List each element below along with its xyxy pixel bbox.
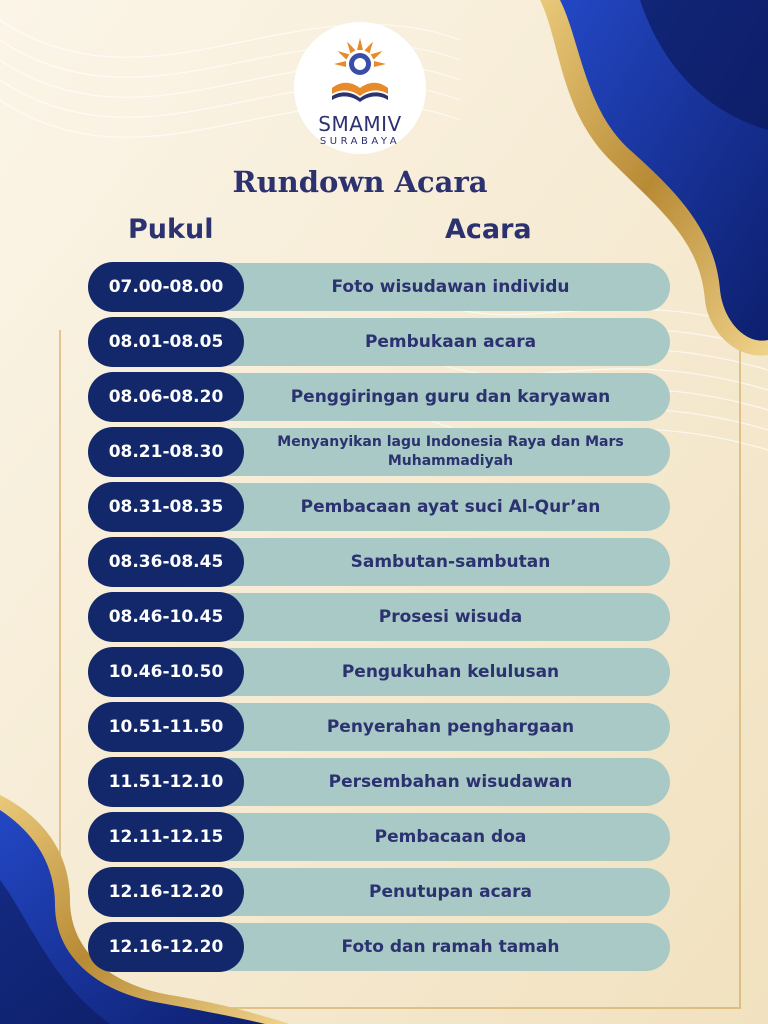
column-header-time: Pukul bbox=[128, 214, 214, 245]
schedule-row bbox=[88, 647, 670, 697]
time-badge: 08.06-08.20 bbox=[88, 372, 244, 422]
time-badge: 12.16-12.20 bbox=[88, 922, 244, 972]
time-badge: 10.46-10.50 bbox=[88, 647, 244, 697]
page-title: Rundown Acara bbox=[232, 165, 488, 199]
schedule-row bbox=[88, 537, 670, 587]
time-badge: 08.31-08.35 bbox=[88, 482, 244, 532]
event-label: Pembukaan acara bbox=[364, 332, 537, 352]
schedule-row bbox=[88, 427, 670, 477]
event-label: Penyerahan penghargaan bbox=[326, 717, 575, 737]
schedule-row bbox=[88, 372, 670, 422]
time-badge: 08.46-10.45 bbox=[88, 592, 244, 642]
event-label: Pengukuhan kelulusan bbox=[341, 662, 560, 682]
event-label: Penutupan acara bbox=[369, 882, 532, 902]
schedule-row bbox=[88, 592, 670, 642]
column-header-event: Acara bbox=[445, 214, 532, 245]
schedule-row bbox=[88, 922, 670, 972]
schedule-row bbox=[88, 317, 670, 367]
schedule-row bbox=[88, 812, 670, 862]
schedule-row bbox=[88, 482, 670, 532]
schedule-row bbox=[88, 867, 670, 917]
event-label: Persembahan wisudawan bbox=[328, 772, 573, 792]
time-badge: 08.01-08.05 bbox=[88, 317, 244, 367]
schedule-row bbox=[88, 702, 670, 752]
event-label: Sambutan-sambutan bbox=[350, 552, 551, 572]
time-badge: 11.51-12.10 bbox=[88, 757, 244, 807]
schedule-row bbox=[88, 262, 670, 312]
time-badge: 10.51-11.50 bbox=[88, 702, 244, 752]
event-label: Menyanyikan lagu Indonesia Raya dan Mars Muhammadiyah bbox=[277, 434, 624, 469]
logo-city: SURABAYA bbox=[319, 136, 401, 147]
school-logo-icon bbox=[322, 36, 398, 112]
time-badge: 12.11-12.15 bbox=[88, 812, 244, 862]
time-badge: 12.16-12.20 bbox=[88, 867, 244, 917]
time-badge: 08.36-08.45 bbox=[88, 537, 244, 587]
time-badge: 07.00-08.00 bbox=[88, 262, 244, 312]
event-label: Prosesi wisuda bbox=[378, 607, 523, 627]
event-label: Pembacaan ayat suci Al-Qur’an bbox=[300, 497, 601, 517]
schedule-row bbox=[88, 757, 670, 807]
logo-name: SMAMIV bbox=[318, 112, 402, 136]
event-label: Foto dan ramah tamah bbox=[341, 937, 560, 957]
event-label: Pembacaan doa bbox=[374, 827, 527, 847]
event-label: Penggiringan guru dan karyawan bbox=[290, 387, 611, 407]
time-badge: 08.21-08.30 bbox=[88, 427, 244, 477]
event-label: Foto wisudawan individu bbox=[331, 277, 570, 297]
